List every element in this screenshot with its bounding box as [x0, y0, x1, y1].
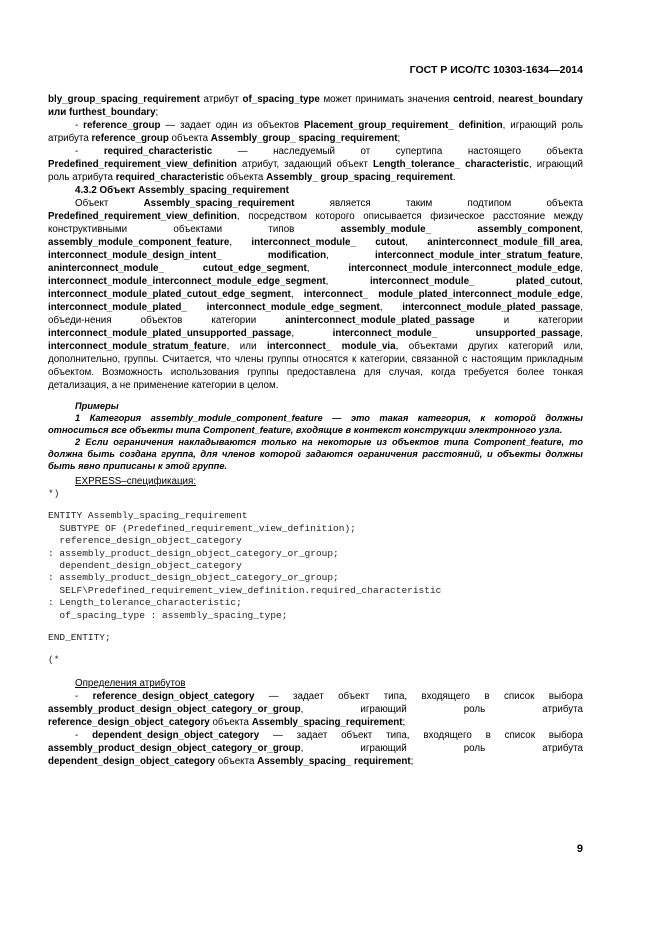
page-number: 9	[576, 843, 583, 855]
text-run: ,	[491, 94, 499, 105]
text-run: Объект	[75, 198, 144, 209]
text-run: ,	[580, 263, 583, 274]
text-run: объекта	[209, 716, 252, 728]
term-text: required_characteristic	[103, 146, 213, 157]
text-run: -	[75, 690, 93, 702]
term-text: interconnect_module_interconnect_module_edge	[348, 263, 581, 274]
text-run: ,	[580, 250, 583, 261]
code-line: ENTITY Assembly_spacing_requirement	[48, 510, 248, 522]
document-header: ГОСТ Р ИСО/ТС 10303-1634—2014	[409, 64, 583, 76]
paragraph	[48, 119, 583, 145]
text-run: — наследуемый от супертипа настоящего объекта	[212, 146, 583, 157]
term-text: Assembly_spacing_ requirement	[257, 755, 411, 767]
text-run: -	[75, 120, 84, 131]
express-label: EXPRESS–спецификация:	[75, 476, 197, 487]
term-text: aninterconnect_module_ cutout_edge_segment	[48, 263, 307, 274]
text-run: ;	[397, 133, 401, 144]
term-text: Predefined_requirement_view_definition	[48, 211, 237, 222]
section-heading	[48, 184, 583, 197]
text-run: ,	[379, 302, 403, 313]
examples-block	[48, 400, 583, 472]
text-run: , играющий роль атрибута	[48, 120, 583, 144]
text-run: — задает объект типа, входящего в список выбора	[254, 690, 584, 702]
term-text: bly_group_spacing_requirement	[48, 94, 200, 105]
text-run: , играющий роль атрибута	[300, 742, 583, 754]
text-run: — задает один из объектов	[160, 120, 304, 131]
paragraph	[48, 145, 583, 184]
text-run: , играющий роль атрибута	[48, 159, 584, 183]
term-text: Assembly_spacing_requirement	[251, 716, 403, 728]
text-run: ,	[229, 237, 252, 248]
text-run: , посредством которого описывается физическое расстояние между конструктивными объектами типов	[48, 211, 583, 235]
text-run: , объектами других категорий или, дополнительно, группы. Считается, что члены группы относятся к категории, связанной с настоящим прикладным объектом. Возможность использования группы предоставлена для случая, когда требуется более тонкая детализация, а не применение категории в целом.	[48, 341, 583, 391]
text-run: ,	[326, 250, 376, 261]
term-text: interconnect_module_design_intent_ modification	[48, 250, 327, 261]
term-text: Assembly_group_ spacing_requirement	[210, 133, 398, 144]
term-text: 4.3.2 Объект Assembly_spacing_requirement	[75, 185, 289, 196]
paragraph	[48, 197, 583, 392]
code-line: of_spacing_type : assembly_spacing_type;	[48, 609, 288, 621]
text-run: ,	[290, 289, 304, 300]
term-text: interconnect_module_plated_passage	[402, 302, 581, 313]
text-run: , или	[226, 341, 267, 352]
code-line: SUBTYPE OF (Predefined_requirement_view_definition);	[48, 522, 356, 534]
text-run: , играющий роль атрибута	[300, 703, 583, 715]
term-text: assembly_product_design_object_category_or_group	[48, 742, 301, 754]
text-run: объекта	[215, 755, 258, 767]
term-text: aninterconnect_module_fill_area	[427, 237, 581, 248]
text-run	[431, 224, 477, 235]
code-line: reference_design_object_category	[48, 535, 242, 547]
term-text: interconnect_ module_via	[266, 341, 396, 352]
term-text: reference_group	[83, 120, 161, 131]
text-run: атрибут, задающий объект	[236, 159, 373, 170]
text-run: ,	[580, 224, 583, 235]
text-run: -	[75, 146, 104, 157]
paragraph	[48, 93, 583, 119]
term-text: dependent_design_object_category	[48, 755, 216, 767]
term-text: interconnect_module_plated_unsupported_passage	[48, 328, 292, 339]
text-run: ,	[405, 237, 428, 248]
text-run: — задает объект типа, входящего в список выбора	[259, 729, 583, 741]
examples-heading: Примеры	[75, 401, 119, 411]
code-line: SELF\Predefined_requirement_view_definition.required_characteristic	[48, 584, 442, 596]
document-body	[48, 93, 583, 768]
express-close: (*	[48, 654, 60, 666]
term-text: Length_tolerance_ characteristic	[372, 159, 529, 170]
text-run: объекта	[168, 133, 211, 144]
text-run: .	[452, 172, 456, 183]
text-run: ,	[325, 276, 370, 287]
text-run: и категории	[474, 315, 584, 326]
express-end: END_ENTITY;	[48, 632, 111, 644]
term-text: interconnect_module_plated_cutout_edge_segment	[48, 289, 291, 300]
example-item: 2 Если ограничения накладываются только на некоторые из объектов типа Component_feature, то должна быть создана группа, для членов которой задаются ограничения расстояний, и объекты должны быть явно приписаны к этой группе.	[48, 437, 583, 471]
text-run: ;	[410, 755, 414, 767]
term-text: of_spacing_type	[242, 94, 320, 105]
term-text: assembly_component	[477, 224, 581, 235]
text-run: ,	[580, 328, 583, 339]
term-text: Predefined_requirement_view_definition	[48, 159, 237, 170]
term-text: reference_group	[91, 133, 169, 144]
example-item: 1 Категория assembly_module_component_feature — это такая категория, к которой должны относиться все объекты типа Component_feature, входящие в контекст конструкции электронного узла.	[48, 413, 583, 435]
attr-def-item	[48, 690, 583, 729]
term-text: Assembly_ group_spacing_requirement	[266, 172, 453, 183]
text-run: ,	[580, 276, 583, 287]
text-run: ,	[306, 263, 349, 274]
code-line: : assembly_product_design_object_category_or_group;	[48, 547, 339, 559]
text-run: является таким подтипом объекта	[294, 198, 583, 209]
term-text: required_characteristic	[115, 172, 225, 183]
term-text: centroid	[453, 94, 492, 105]
term-text: interconnect_module_ unsupported_passage	[332, 328, 581, 339]
text-run: , объеди-нения объектов категории	[48, 302, 583, 326]
text-run: атрибут	[199, 94, 243, 105]
term-text: interconnect_ module_plated_interconnect_module_edge	[303, 289, 581, 300]
term-text: или furthest_boundary	[48, 107, 156, 118]
text-run: может принимать значения	[319, 94, 454, 105]
text-run: ;	[155, 107, 159, 118]
term-text: assembly_product_design_object_category_or_group	[48, 703, 301, 715]
attr-defs-label: Определения атрибутов	[75, 677, 186, 689]
code-line: dependent_design_object_category	[48, 560, 242, 572]
term-text: interconnect_module_plated_ interconnect_module_edge_segment	[48, 302, 380, 313]
term-text: assembly_module_component_feature	[48, 237, 230, 248]
term-text: Placement_group_requirement_ definition	[303, 120, 503, 131]
code-line: : Length_tolerance_characteristic;	[48, 597, 242, 609]
attr-def-item	[48, 729, 583, 768]
term-text: reference_design_object_category	[48, 716, 210, 728]
term-text: interconnect_module_stratum_feature	[48, 341, 227, 352]
text-run: -	[75, 729, 93, 741]
term-text: interconnect_module_ plated_cutout	[369, 276, 581, 287]
text-run: ;	[402, 716, 406, 728]
code-line: : assembly_product_design_object_category_or_group;	[48, 572, 339, 584]
term-text: aninterconnect_module_plated_passage	[285, 315, 475, 326]
express-code	[48, 510, 583, 622]
term-text: dependent_design_object_category	[92, 729, 260, 741]
term-text: interconnect_module_ cutout	[251, 237, 406, 248]
text-run: объекта	[224, 172, 267, 183]
term-text: reference_design_object_category	[92, 690, 255, 702]
text-run: ,	[580, 237, 583, 248]
term-text: nearest_boundary	[498, 94, 583, 105]
term-text: Assembly_spacing_requirement	[143, 198, 295, 209]
term-text: assembly_module_	[340, 224, 432, 235]
text-run: ,	[291, 328, 333, 339]
term-text: interconnect_module_inter_stratum_feature	[375, 250, 581, 261]
express-open: *)	[48, 488, 60, 499]
term-text: interconnect_module_interconnect_module_edge_segment	[48, 276, 326, 287]
text-run: ,	[580, 289, 583, 300]
